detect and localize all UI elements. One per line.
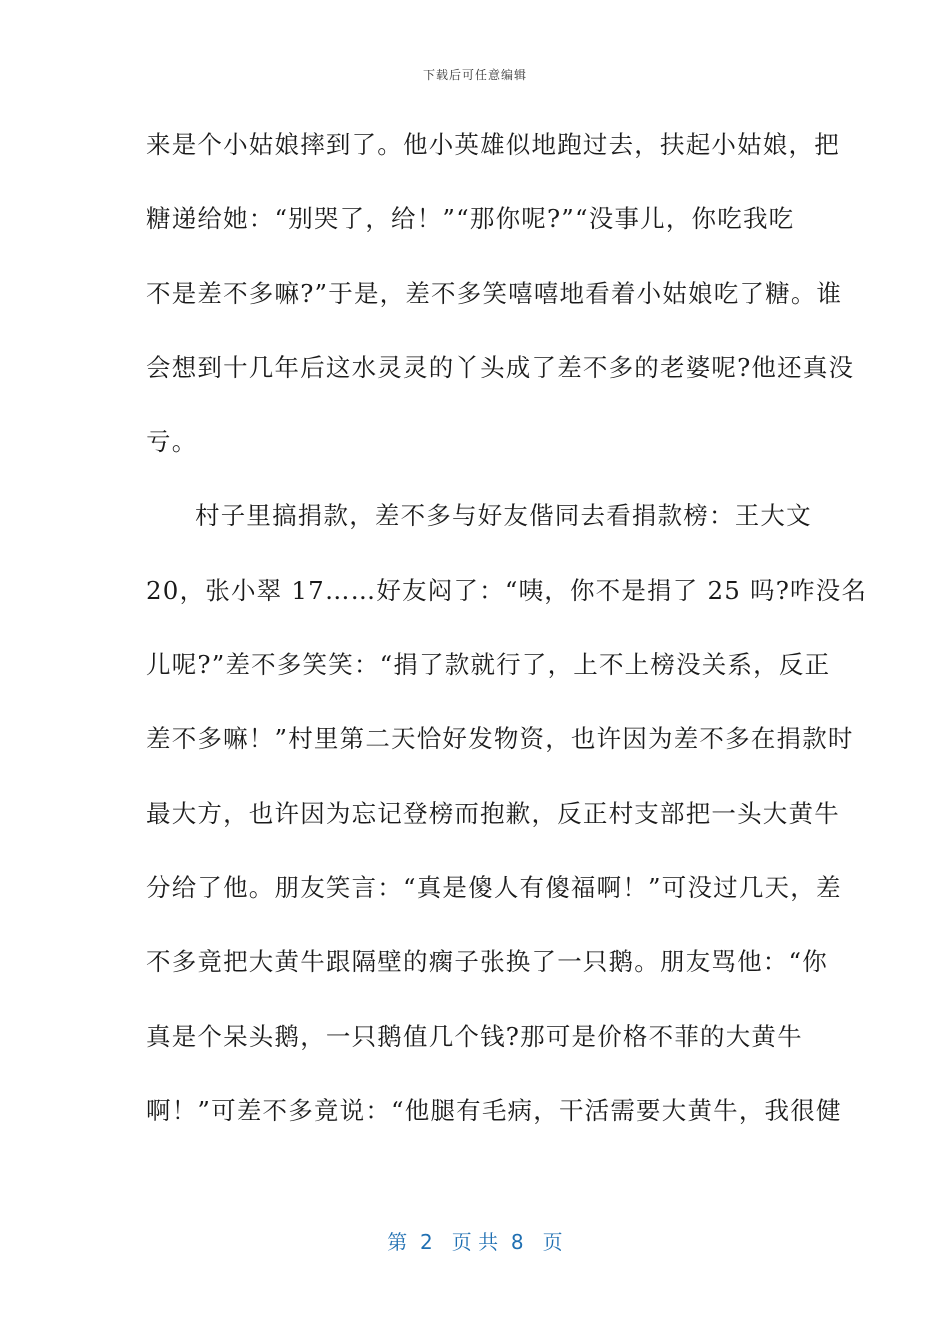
text-line: 糖递给她：“别哭了，给！”“那你呢?”“没事儿，你吃我吃	[146, 204, 795, 234]
text-line: 会想到十几年后这水灵灵的丫头成了差不多的老婆呢?他还真没	[146, 352, 855, 382]
text-line: 20，张小翠 17……好友闷了：“咦，你不是捐了 25 吗?咋没名	[146, 575, 868, 605]
page-header: 下载后可任意编辑	[422, 68, 527, 82]
text-line: 不多竟把大黄牛跟隔壁的瘸子张换了一只鹅。朋友骂他：“你	[146, 947, 828, 977]
text-line: 分给了他。朋友笑言：“真是傻人有傻福啊！”可没过几天，差	[146, 872, 842, 902]
text-line: 村子里搞捐款，差不多与好友偕同去看捐款榜：王大文	[195, 501, 812, 531]
text-line: 差不多嘛！”村里第二天恰好发物资，也许因为差不多在捐款时	[146, 724, 854, 754]
text-line: 来是个小姑娘摔到了。他小英雄似地跑过去，扶起小姑娘，把	[146, 130, 840, 159]
text-line: 最大方，也许因为忘记登榜而抱歉，反正村支部把一头大黄牛	[146, 798, 840, 828]
page-number-footer: 第 2 页 共 8 页	[387, 1230, 563, 1254]
text-line: 真是个呆头鹅，一只鹅值几个钱?那可是价格不菲的大黄牛	[146, 1021, 803, 1051]
document-body	[146, 112, 868, 1152]
text-line: 不是差不多嘛?”于是，差不多笑嘻嘻地看着小姑娘吃了糖。谁	[146, 278, 843, 308]
text-line: 儿呢?”差不多笑笑：“捐了款就行了，上不上榜没关系，反正	[146, 650, 831, 680]
text-line: 啊！”可差不多竟说：“他腿有毛病，干活需要大黄牛，我很健	[146, 1095, 842, 1125]
text-line: 亏。	[146, 427, 198, 457]
